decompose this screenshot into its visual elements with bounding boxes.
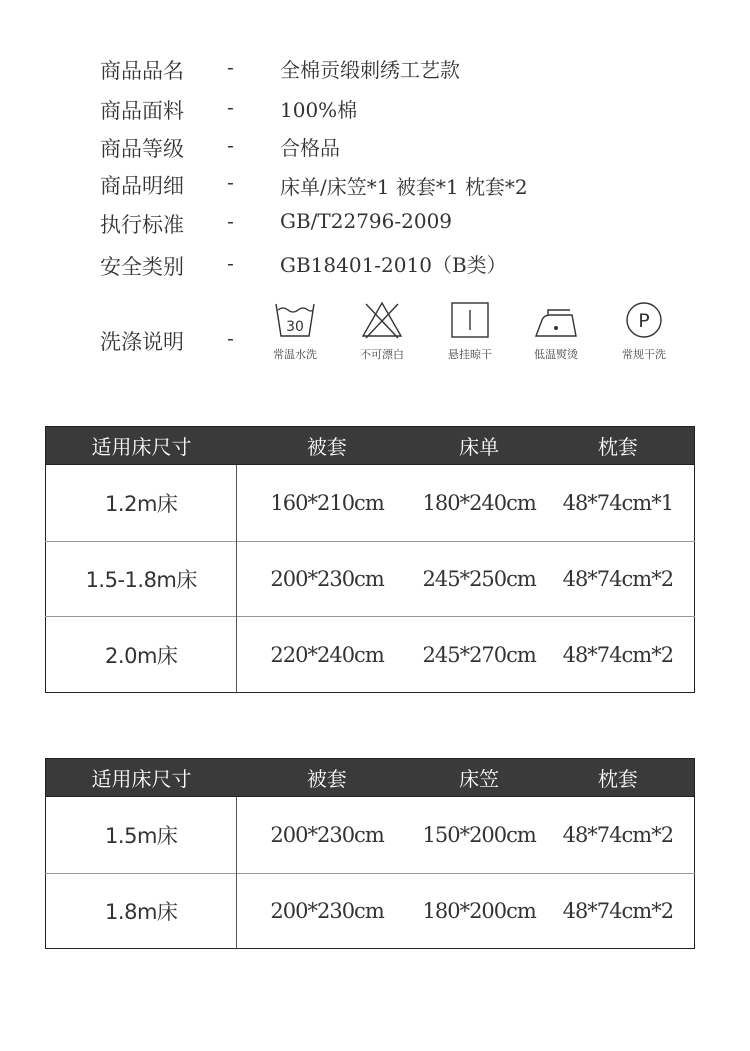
table-row bbox=[46, 542, 695, 617]
spec-value: GB18401-2010（B类） bbox=[280, 253, 507, 277]
care-label: 洗涤说明 bbox=[100, 330, 184, 354]
wash-30-icon bbox=[273, 300, 317, 340]
cell-duvet-cover: 200*230cm bbox=[237, 542, 417, 617]
spec-label: 安全类别 bbox=[100, 255, 184, 279]
cell-pillowcase: 48*74cm*2 bbox=[542, 617, 695, 693]
spec-value: 100%棉 bbox=[280, 98, 358, 122]
cell-flat-sheet: 245*250cm bbox=[417, 542, 542, 617]
care-label-text: 常温水洗 bbox=[273, 348, 317, 361]
cell-duvet-cover: 220*240cm bbox=[237, 617, 417, 693]
cell-pillowcase: 48*74cm*2 bbox=[542, 874, 695, 949]
care-item-hang-dry bbox=[430, 300, 510, 362]
cell-pillowcase: 48*74cm*1 bbox=[562, 491, 674, 515]
spec-row-grade bbox=[0, 133, 750, 169]
cell-fitted-sheet: 150*200cm bbox=[422, 823, 536, 847]
spec-dash: - bbox=[227, 172, 234, 194]
dry-clean-letter: P bbox=[638, 310, 650, 332]
table-header-row bbox=[46, 427, 695, 465]
header-pillowcase: 枕套 bbox=[542, 427, 695, 465]
cell-bed-size: 1.5-1.8m床 bbox=[46, 542, 237, 617]
spec-row-details bbox=[0, 170, 750, 206]
spec-row-standard bbox=[0, 209, 750, 245]
spec-value: GB/T22796-2009 bbox=[280, 209, 453, 233]
table-row bbox=[46, 617, 695, 693]
spec-label: 商品等级 bbox=[100, 137, 184, 161]
cell-duvet-cover: 200*230cm bbox=[270, 823, 384, 847]
cell-duvet-cover: 200*230cm bbox=[237, 874, 417, 949]
spec-value: 合格品 bbox=[280, 136, 340, 160]
header-flat-sheet: 床单 bbox=[417, 427, 542, 465]
spec-label: 执行标准 bbox=[100, 213, 184, 237]
header-fitted-sheet: 床笠 bbox=[417, 759, 542, 797]
cell-flat-sheet: 245*270cm bbox=[417, 617, 542, 693]
cell-bed-size: 1.8m床 bbox=[46, 874, 237, 949]
header-pillowcase: 枕套 bbox=[542, 759, 695, 797]
cell-duvet-cover: 160*210cm bbox=[270, 491, 384, 515]
spec-dash: - bbox=[227, 253, 234, 275]
spec-row-fabric bbox=[0, 95, 750, 131]
care-label-text: 低温熨烫 bbox=[534, 348, 578, 361]
spec-dash: - bbox=[227, 328, 234, 350]
table-row bbox=[46, 874, 695, 949]
cell-pillowcase: 48*74cm*2 bbox=[562, 823, 674, 847]
spec-value: 全棉贡缎刺绣工艺款 bbox=[280, 58, 460, 82]
no-bleach-icon bbox=[360, 300, 404, 340]
cell-flat-sheet: 180*240cm bbox=[422, 491, 536, 515]
care-label-text: 不可漂白 bbox=[360, 348, 404, 361]
cell-bed-size: 1.2m床 bbox=[46, 465, 237, 542]
spec-dash: - bbox=[227, 211, 234, 233]
care-item-no-bleach bbox=[342, 300, 422, 362]
cell-pillowcase: 48*74cm*2 bbox=[542, 542, 695, 617]
low-iron-icon bbox=[532, 300, 580, 340]
spec-label: 商品明细 bbox=[100, 174, 184, 198]
care-item-low-iron bbox=[516, 300, 596, 362]
dry-clean-p-icon bbox=[622, 300, 666, 340]
cell-bed-size: 1.5m床 bbox=[46, 797, 237, 874]
header-duvet-cover: 被套 bbox=[237, 427, 417, 465]
size-table-flat-sheet bbox=[45, 426, 695, 693]
wash-temperature: 30 bbox=[286, 319, 304, 335]
spec-label: 商品面料 bbox=[100, 99, 184, 123]
spec-label: 商品品名 bbox=[100, 59, 184, 83]
cell-fitted-sheet: 180*200cm bbox=[417, 874, 542, 949]
table-row bbox=[46, 797, 695, 874]
cell-bed-size: 2.0m床 bbox=[46, 617, 237, 693]
table-header-row bbox=[46, 759, 695, 797]
spec-dash: - bbox=[227, 135, 234, 157]
hang-dry-icon bbox=[448, 300, 492, 340]
header-bed-size: 适用床尺寸 bbox=[46, 759, 237, 797]
care-item-wash bbox=[255, 300, 335, 362]
spec-row-safety bbox=[0, 251, 750, 287]
care-item-dry-clean bbox=[604, 300, 684, 362]
table-row bbox=[46, 465, 695, 542]
spec-row-name bbox=[0, 55, 750, 91]
spec-value: 床单/床笠*1 被套*1 枕套*2 bbox=[280, 175, 528, 199]
header-bed-size: 适用床尺寸 bbox=[46, 427, 237, 465]
care-label-text: 悬挂晾干 bbox=[448, 348, 492, 361]
size-table-fitted-sheet bbox=[45, 758, 695, 949]
spec-dash: - bbox=[227, 97, 234, 119]
spec-dash: - bbox=[227, 57, 234, 79]
header-duvet-cover: 被套 bbox=[237, 759, 417, 797]
care-label-text: 常规干洗 bbox=[622, 348, 666, 361]
